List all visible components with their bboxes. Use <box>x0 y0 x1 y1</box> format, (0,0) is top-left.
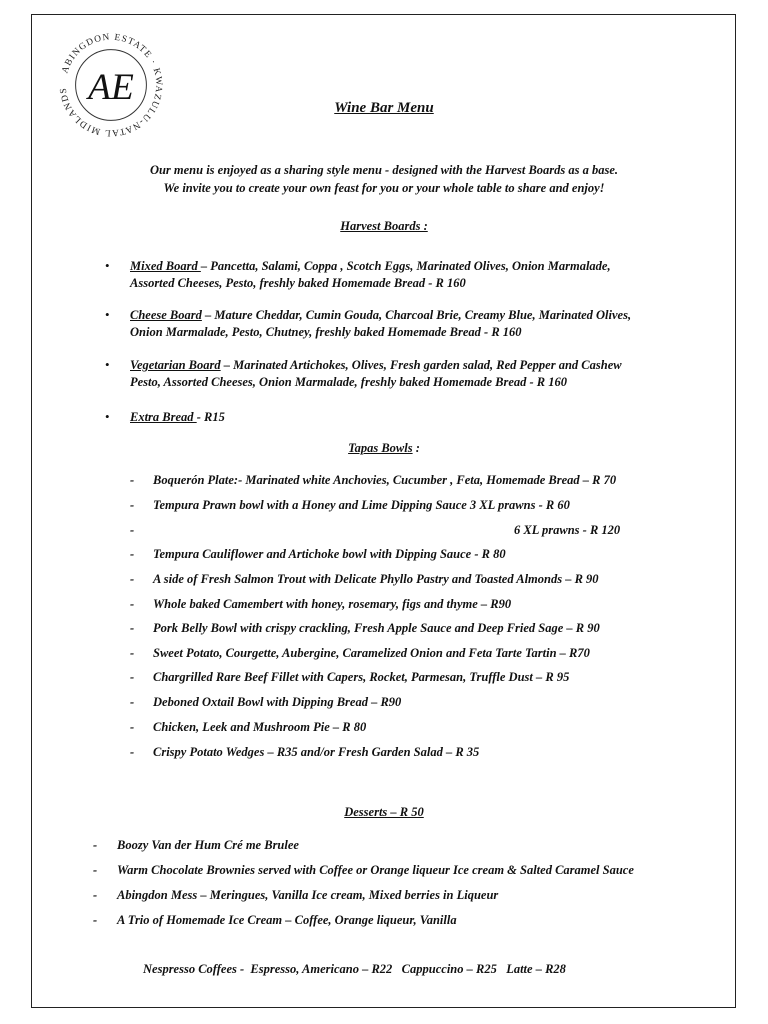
board-desc-line2: Assorted Cheeses, Pesto, freshly baked Homemade Bread - R 160 <box>130 276 466 290</box>
tapas-item: A side of Fresh Salmon Trout with Delicate Phyllo Pastry and Toasted Almonds – R 90 <box>153 572 599 586</box>
list-dash: - <box>130 745 135 759</box>
list-dash: - <box>93 838 98 852</box>
list-dash: - <box>130 720 135 734</box>
tapas-heading-text: Tapas Bowls <box>348 441 413 455</box>
board-desc: – Marinated Artichokes, Olives, Fresh garden salad, Red Pepper and Cashew <box>220 358 622 372</box>
board-item <box>130 409 710 426</box>
intro-line-2: We invite you to create your own feast for you or your whole table to share and enjoy! <box>163 181 605 195</box>
intro-line-1: Our menu is enjoyed as a sharing style menu - designed with the Harvest Boards as a base. <box>149 163 619 177</box>
dessert-item: A Trio of Homemade Ice Cream – Coffee, Orange liqueur, Vanilla <box>117 913 457 927</box>
board-desc: – Mature Cheddar, Cumin Gouda, Charcoal Brie, Creamy Blue, Marinated Olives, <box>201 308 632 322</box>
list-dash: - <box>130 547 135 561</box>
list-dash: - <box>130 523 135 537</box>
list-dash: - <box>130 695 135 709</box>
tapas-item: Pork Belly Bowl with crispy crackling, Fresh Apple Sauce and Deep Fried Sage – R 90 <box>153 621 600 635</box>
tapas-item: 6 XL prawns - R 120 <box>514 523 621 537</box>
board-desc: – Pancetta, Salami, Coppa , Scotch Eggs, Marinated Olives, Onion Marmalade, <box>200 259 611 273</box>
list-dash: - <box>130 621 135 635</box>
board-name: Extra Bread <box>130 410 197 424</box>
list-dash: - <box>130 646 135 660</box>
tapas-item: Sweet Potato, Courgette, Aubergine, Caramelized Onion and Feta Tarte Tartin – R70 <box>153 646 590 660</box>
logo-monogram: AE <box>88 66 134 108</box>
list-dash: - <box>130 498 135 512</box>
bullet: • <box>105 258 110 273</box>
dessert-item: Boozy Van der Hum Cré me Brulee <box>117 838 299 852</box>
list-dash: - <box>130 473 135 487</box>
list-dash: - <box>130 572 135 586</box>
tapas-item: Deboned Oxtail Bowl with Dipping Bread – R90 <box>153 695 402 709</box>
abingdon-estate-logo <box>52 26 170 144</box>
board-item <box>130 258 710 292</box>
tapas-item: Chicken, Leek and Mushroom Pie – R 80 <box>153 720 367 734</box>
board-item <box>130 307 710 341</box>
harvest-boards-heading: Harvest Boards : <box>340 219 428 233</box>
list-dash: - <box>93 913 98 927</box>
bullet: • <box>105 409 110 424</box>
tapas-item: Chargrilled Rare Beef Fillet with Capers, Rocket, Parmesan, Truffle Dust – R 95 <box>153 670 570 684</box>
dessert-item: Abingdon Mess – Meringues, Vanilla Ice cream, Mixed berries in Liqueur <box>117 888 499 902</box>
page-title: Wine Bar Menu <box>334 100 434 116</box>
board-desc-line2: Onion Marmalade, Pesto, Chutney, freshly baked Homemade Bread - R 160 <box>130 325 522 339</box>
tapas-heading-suffix: : <box>412 441 420 455</box>
list-dash: - <box>130 670 135 684</box>
tapas-item: Whole baked Camembert with honey, rosemary, figs and thyme – R90 <box>153 597 512 611</box>
dessert-item: Warm Chocolate Brownies served with Coffee or Orange liqueur Ice cream & Salted Caramel Sauce <box>117 863 634 877</box>
coffee-line: Nespresso Coffees - Espresso, Americano – R22 Cappuccino – R25 Latte – R28 <box>143 962 566 976</box>
board-name: Cheese Board <box>130 308 202 322</box>
board-item <box>130 357 710 391</box>
desserts-heading: Desserts – R 50 <box>344 805 424 819</box>
logo-ring-text: ABINGDON ESTATE · KWAZULU-NATAL MIDLANDS <box>58 32 164 138</box>
list-dash: - <box>93 888 98 902</box>
tapas-item: Boquerón Plate:- Marinated white Anchovies, Cucumber , Feta, Homemade Bread – R 70 <box>153 473 617 487</box>
board-name: Vegetarian Board <box>130 358 221 372</box>
list-dash: - <box>130 597 135 611</box>
board-desc-line2: Pesto, Assorted Cheeses, Onion Marmalade, freshly baked Homemade Bread - R 160 <box>130 375 568 389</box>
tapas-item: Tempura Prawn bowl with a Honey and Lime Dipping Sauce 3 XL prawns - R 60 <box>153 498 570 512</box>
list-dash: - <box>93 863 98 877</box>
tapas-item: Tempura Cauliflower and Artichoke bowl with Dipping Sauce - R 80 <box>153 547 506 561</box>
board-desc: - R15 <box>196 410 225 424</box>
board-name: Mixed Board <box>130 259 201 273</box>
tapas-bowls-heading <box>0 441 768 456</box>
tapas-item: Crispy Potato Wedges – R35 and/or Fresh Garden Salad – R 35 <box>153 745 480 759</box>
bullet: • <box>105 307 110 322</box>
bullet: • <box>105 357 110 372</box>
